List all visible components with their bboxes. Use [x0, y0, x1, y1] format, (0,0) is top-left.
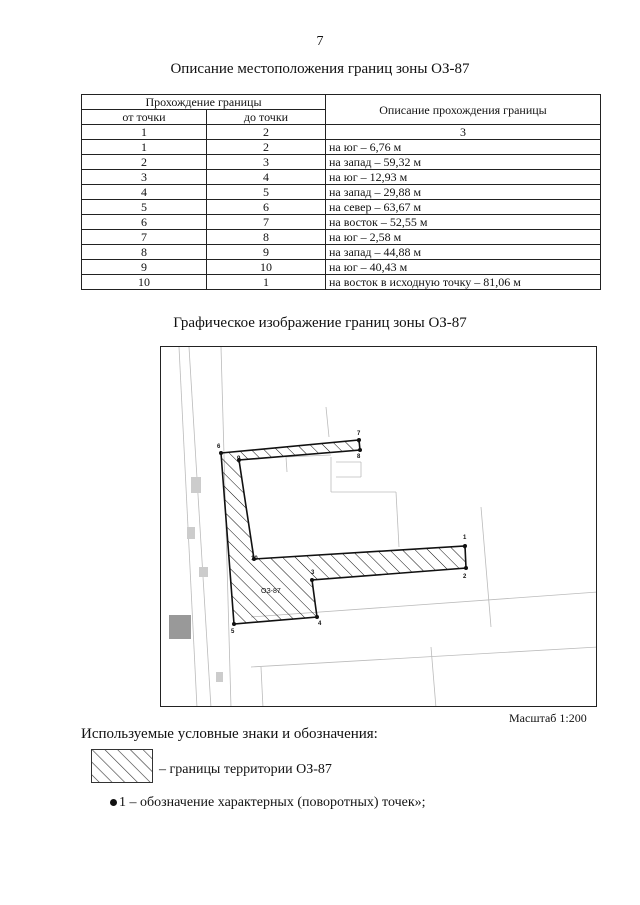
table-cell-from: 4: [82, 185, 207, 200]
header-from: от точки: [82, 110, 207, 125]
table-cell-desc: на восток в исходную точку – 81,06 м: [326, 275, 601, 290]
legend-point-text: – обозначение характерных (поворотных) точек»;: [126, 795, 426, 810]
vertex-label: 8: [357, 454, 361, 460]
table-cell-to: 8: [207, 230, 326, 245]
vertex-label: 1: [463, 535, 467, 541]
header-group: Прохождение границы: [82, 95, 326, 110]
table-cell-to: 4: [207, 170, 326, 185]
table-cell-from: 6: [82, 215, 207, 230]
table-cell-to: 10: [207, 260, 326, 275]
table-cell-from: 10: [82, 275, 207, 290]
table-row: [82, 185, 601, 200]
table-row: [82, 140, 601, 155]
graphic-title: Графическое изображение границ зоны ОЗ-87: [173, 315, 467, 331]
description-title: Описание местоположения границ зоны ОЗ-87: [170, 61, 470, 77]
map-scale: Масштаб 1:200: [509, 711, 587, 725]
vertex-label: 3: [311, 570, 315, 576]
vertex-point: [358, 448, 362, 452]
vertex-label: 6: [217, 444, 221, 450]
table-cell-desc: на запад – 44,88 м: [326, 245, 601, 260]
table-row: [82, 275, 601, 290]
map-drawing: [161, 347, 597, 707]
table-cell-to: 1: [207, 275, 326, 290]
zone-label: ОЗ-87: [261, 588, 281, 595]
table-row: [82, 230, 601, 245]
table-cell-desc: на восток – 52,55 м: [326, 215, 601, 230]
header-description: Описание прохождения границы: [326, 95, 601, 125]
point-dot-icon: [110, 799, 117, 806]
table-row: [82, 215, 601, 230]
table-row: [82, 170, 601, 185]
vertex-point: [463, 544, 467, 548]
vertex-label: 7: [357, 431, 361, 437]
table-cell-desc: на север – 63,67 м: [326, 200, 601, 215]
table-cell-desc: на юг – 40,43 м: [326, 260, 601, 275]
header-to: до точки: [207, 110, 326, 125]
vertex-point: [357, 438, 361, 442]
vertex-label: 5: [231, 629, 235, 635]
boundary-map: [160, 346, 597, 707]
table-row: [82, 260, 601, 275]
table-cell-desc: на юг – 12,93 м: [326, 170, 601, 185]
table-cell-from: 3: [82, 170, 207, 185]
table-row: [82, 200, 601, 215]
background-marks: [169, 477, 223, 682]
vertex-label: 9: [237, 456, 241, 462]
table-cell-to: 3: [207, 155, 326, 170]
vertex-point: [219, 451, 223, 455]
page-number: 7: [316, 34, 324, 49]
hatch-swatch-icon: [91, 749, 153, 783]
legend-point-marker: 1: [119, 795, 126, 810]
legend-title: Используемые условные знаки и обозначения:: [81, 726, 378, 742]
table-cell-from: 7: [82, 230, 207, 245]
column-number: 3: [326, 125, 601, 140]
column-number: 1: [82, 125, 207, 140]
table-cell-from: 2: [82, 155, 207, 170]
legend-hatch-text: – границы территории ОЗ-87: [159, 762, 332, 777]
table-cell-to: 2: [207, 140, 326, 155]
table-cell-from: 9: [82, 260, 207, 275]
table-row: [82, 245, 601, 260]
legend-point-row: [110, 795, 426, 811]
vertex-label: 4: [318, 621, 322, 627]
vertex-label: 2: [463, 574, 467, 580]
column-number: 2: [207, 125, 326, 140]
table-cell-desc: на юг – 2,58 м: [326, 230, 601, 245]
vertex-point: [464, 566, 468, 570]
vertex-point: [315, 615, 319, 619]
table-cell-desc: на запад – 59,32 м: [326, 155, 601, 170]
table-cell-from: 8: [82, 245, 207, 260]
vertex-point: [232, 622, 236, 626]
table-cell-to: 5: [207, 185, 326, 200]
table-cell-to: 9: [207, 245, 326, 260]
boundary-table: [81, 94, 601, 290]
table-cell-from: 1: [82, 140, 207, 155]
table-cell-desc: на юг – 6,76 м: [326, 140, 601, 155]
table-cell-to: 7: [207, 215, 326, 230]
table-cell-desc: на запад – 29,88 м: [326, 185, 601, 200]
table-row: [82, 155, 601, 170]
vertex-label: 10: [251, 556, 258, 562]
table-cell-from: 5: [82, 200, 207, 215]
vertex-point: [310, 578, 314, 582]
table-cell-to: 6: [207, 200, 326, 215]
zone-polygon: [221, 440, 466, 624]
